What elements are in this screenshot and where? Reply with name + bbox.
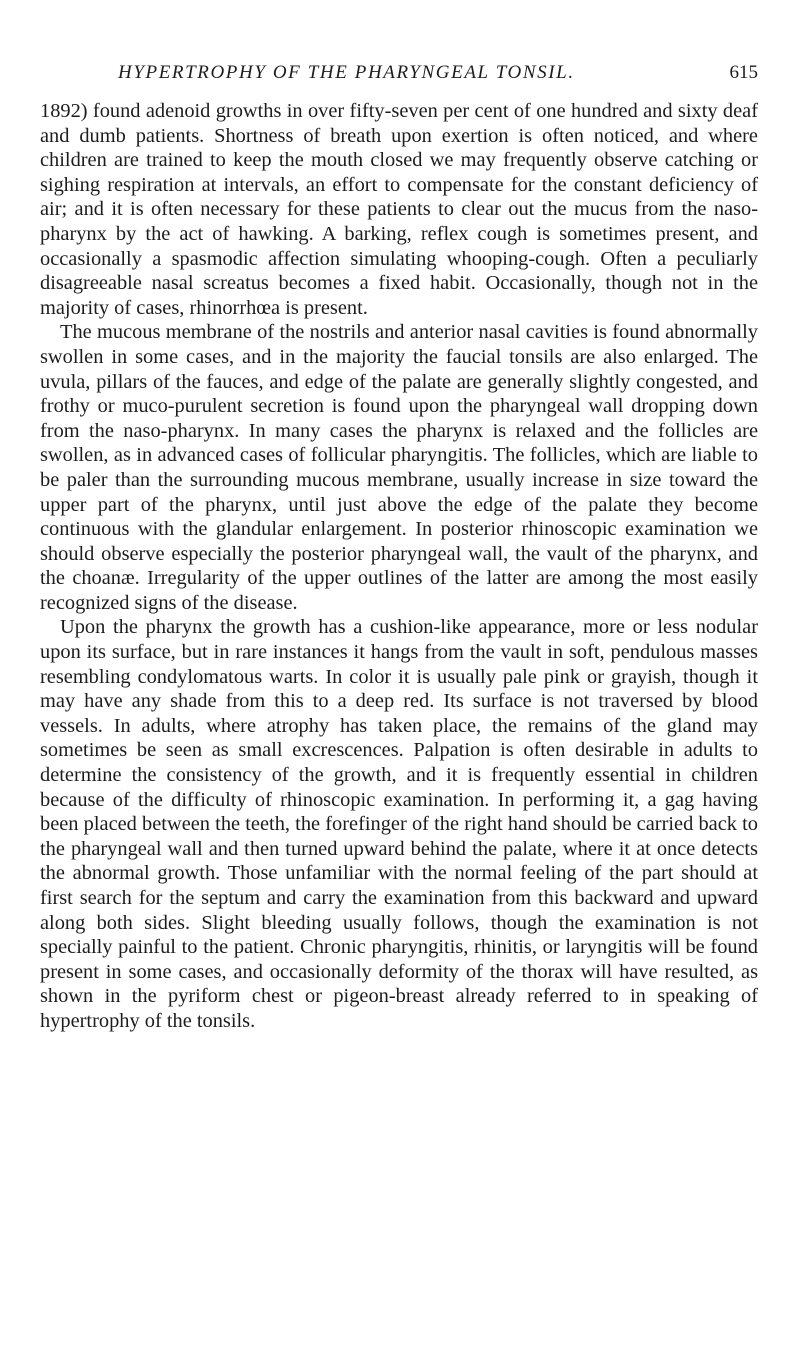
page-number: 615 <box>729 62 758 83</box>
paragraph-continuation: 1892) found adenoid growths in over fifty-seven per cent of one hundred and sixty deaf and dumb patients. Shortness of breath upon exertion is often noticed, and where children are trained to keep the mouth closed we may frequently observe catching or sighing respiration at intervals, an effort to compensate for the constant deficiency of air; and it is often necessary for these patients to clear out the mucus from the naso-pharynx by the act of hawking. A barking, reflex cough is sometimes present, and occasionally a spasmodic affection simulating whooping-cough. Often a peculiarly disagreeable nasal screatus becomes a fixed habit. Occasionally, though not in the majority of cases, rhinorrhœa is present. <box>40 100 758 319</box>
paragraph-growth-appearance: Upon the pharynx the growth has a cushion-like appearance, more or less nodular upon its surface, but in rare instances it hangs from the vault in soft, pendulous masses resembling condylomatous warts. In color it is usually pale pink or grayish, though it may have any shade from this to a deep red. Its surface is not traversed by blood vessels. In adults, where atrophy has taken place, the remains of the gland may sometimes be seen as small excrescences. Palpation is often desirable in adults to determine the consistency of the growth, and it is frequently essential in children because of the difficulty of rhinoscopic examination. In performing it, a gag having been placed between the teeth, the forefinger of the right hand should be carried back to the pharyngeal wall and then turned upward behind the palate, where it at once detects the abnormal growth. Those unfamiliar with the normal feeling of the part should at first search for the septum and carry the examination from this backward and upward along both sides. Slight bleeding usually follows, though the examination is not specially painful to the patient. Chronic pharyngitis, rhinitis, or laryngitis will be found present in some cases, and occasionally deformity of the thorax will have resulted, as shown in the pyriform chest or pigeon-breast already referred to in speaking of hypertrophy of the tonsils. <box>40 616 758 1032</box>
running-title: HYPERTROPHY OF THE PHARYNGEAL TONSIL. <box>118 62 575 83</box>
paragraph-mucous-membrane: The mucous membrane of the nostrils and anterior nasal cavities is found abnormally swollen in some cases, and in the majority the faucial tonsils are also enlarged. The uvula, pillars of the fauces, and edge of the palate are generally slightly congested, and frothy or muco-purulent secretion is found upon the pharyngeal wall dropping down from the naso-pharynx. In many cases the pharynx is relaxed and the follicles are swollen, as in advanced cases of follicular pharyngitis. The follicles, which are liable to be paler than the surrounding mucous membrane, usually increase in size toward the upper part of the pharynx, until just above the edge of the palate they become continuous with the glandular enlargement. In posterior rhinoscopic examination we should observe especially the posterior pharyngeal wall, the vault of the pharynx, and the choanæ. Irregularity of the upper outlines of the latter are among the most easily recognized signs of the disease. <box>40 321 758 614</box>
body-text <box>40 99 758 1034</box>
running-head <box>118 62 758 88</box>
